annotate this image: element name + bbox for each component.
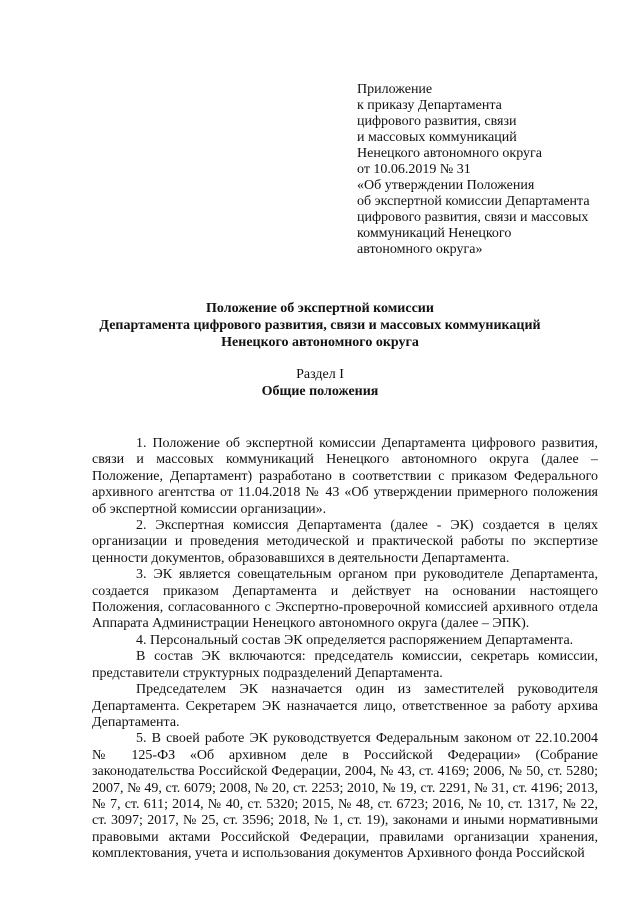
paragraph: 3. ЭК является совещательным органом при руководителе Департамента, создается приказом Департамента и действует на основании настоящего Положения, согласованного с Экспертно-проверочной комиссией архивного отдела Аппарата Администрации Ненецкого автономного округа (далее – ЭПК). bbox=[92, 567, 598, 632]
annex-line: от 10.06.2019 № 31 bbox=[357, 162, 471, 177]
annex-line: Ненецкого автономного округа bbox=[357, 146, 542, 161]
annex-line: автономного округа» bbox=[357, 242, 483, 257]
annex-line: Приложение bbox=[357, 82, 433, 97]
section-number: Раздел I bbox=[296, 367, 344, 382]
document-body bbox=[92, 436, 598, 863]
paragraph: 5. В своей работе ЭК руководствуется Федеральным законом от 22.10.2004 № 125-ФЗ «Об архивном деле в Российской Федерации» (Собрание законодательства Российской Федерации, 2004, № 43, ст. 4169; 2006, № 50, ст. 5280; 2007, № 49, ст. 6079; 2008, № 20, ст. 2253; 2010, № 19, ст. 2291, № 31, ст. 4196; 2013, № 7, ст. 611; 2014, № 40, ст. 5320; 2015, № 48, ст. 6723; 2016, № 10, ст. 1317, № 22, ст. 3097; 2017, № 25, ст. 3596; 2018, № 1, ст. 19), законами и иными нормативными правовыми актами Российской Федерации, правилами организации хранения, комплектования, учета и использования документов Архивного фонда Российской bbox=[92, 731, 598, 862]
annex-line: «Об утверждении Положения bbox=[357, 178, 535, 193]
paragraph: 1. Положение об экспертной комиссии Департамента цифрового развития, связи и массовых коммуникаций Ненецкого автономного округа (далее – Положение, Департамент) разработано в соответствии с приказом Федерального архивного агентства от 11.04.2018 № 43 «Об утверждении примерного положения об экспертной комиссии организации». bbox=[92, 436, 598, 517]
section-heading: Общие положения bbox=[261, 384, 379, 399]
annex-block bbox=[357, 82, 607, 258]
annex-line: об экспертной комиссии Департамента bbox=[357, 194, 590, 209]
paragraph: Председателем ЭК назначается один из заместителей руководителя Департамента. Секретарем ЭК назначается лицо, ответственное за работу архива Департамента. bbox=[92, 682, 598, 730]
section-header bbox=[60, 366, 580, 400]
annex-line: цифрового развития, связи bbox=[357, 114, 517, 129]
annex-line: коммуникаций Ненецкого bbox=[357, 226, 512, 241]
title-line: Положение об экспертной комиссии bbox=[206, 301, 434, 316]
paragraph: 4. Персональный состав ЭК определяется распоряжением Департамента. bbox=[136, 632, 574, 648]
annex-line: к приказу Департамента bbox=[357, 98, 502, 113]
document-title bbox=[60, 300, 580, 351]
annex-line: цифрового развития, связи и массовых bbox=[357, 210, 589, 225]
title-line: Департамента цифрового развития, связи и массовых коммуникаций bbox=[99, 318, 541, 333]
title-line: Ненецкого автономного округа bbox=[221, 335, 419, 350]
annex-line: и массовых коммуникаций bbox=[357, 130, 517, 145]
paragraph: 2. Экспертная комиссия Департамента (далее - ЭК) создается в целях организации и проведения методической и практической работы по экспертизе ценности документов, образовавшихся в деятельности Департамента. bbox=[92, 518, 598, 566]
paragraph: В состав ЭК включаются: председатель комиссии, секретарь комиссии, представители структурных подразделений Департамента. bbox=[92, 649, 598, 681]
